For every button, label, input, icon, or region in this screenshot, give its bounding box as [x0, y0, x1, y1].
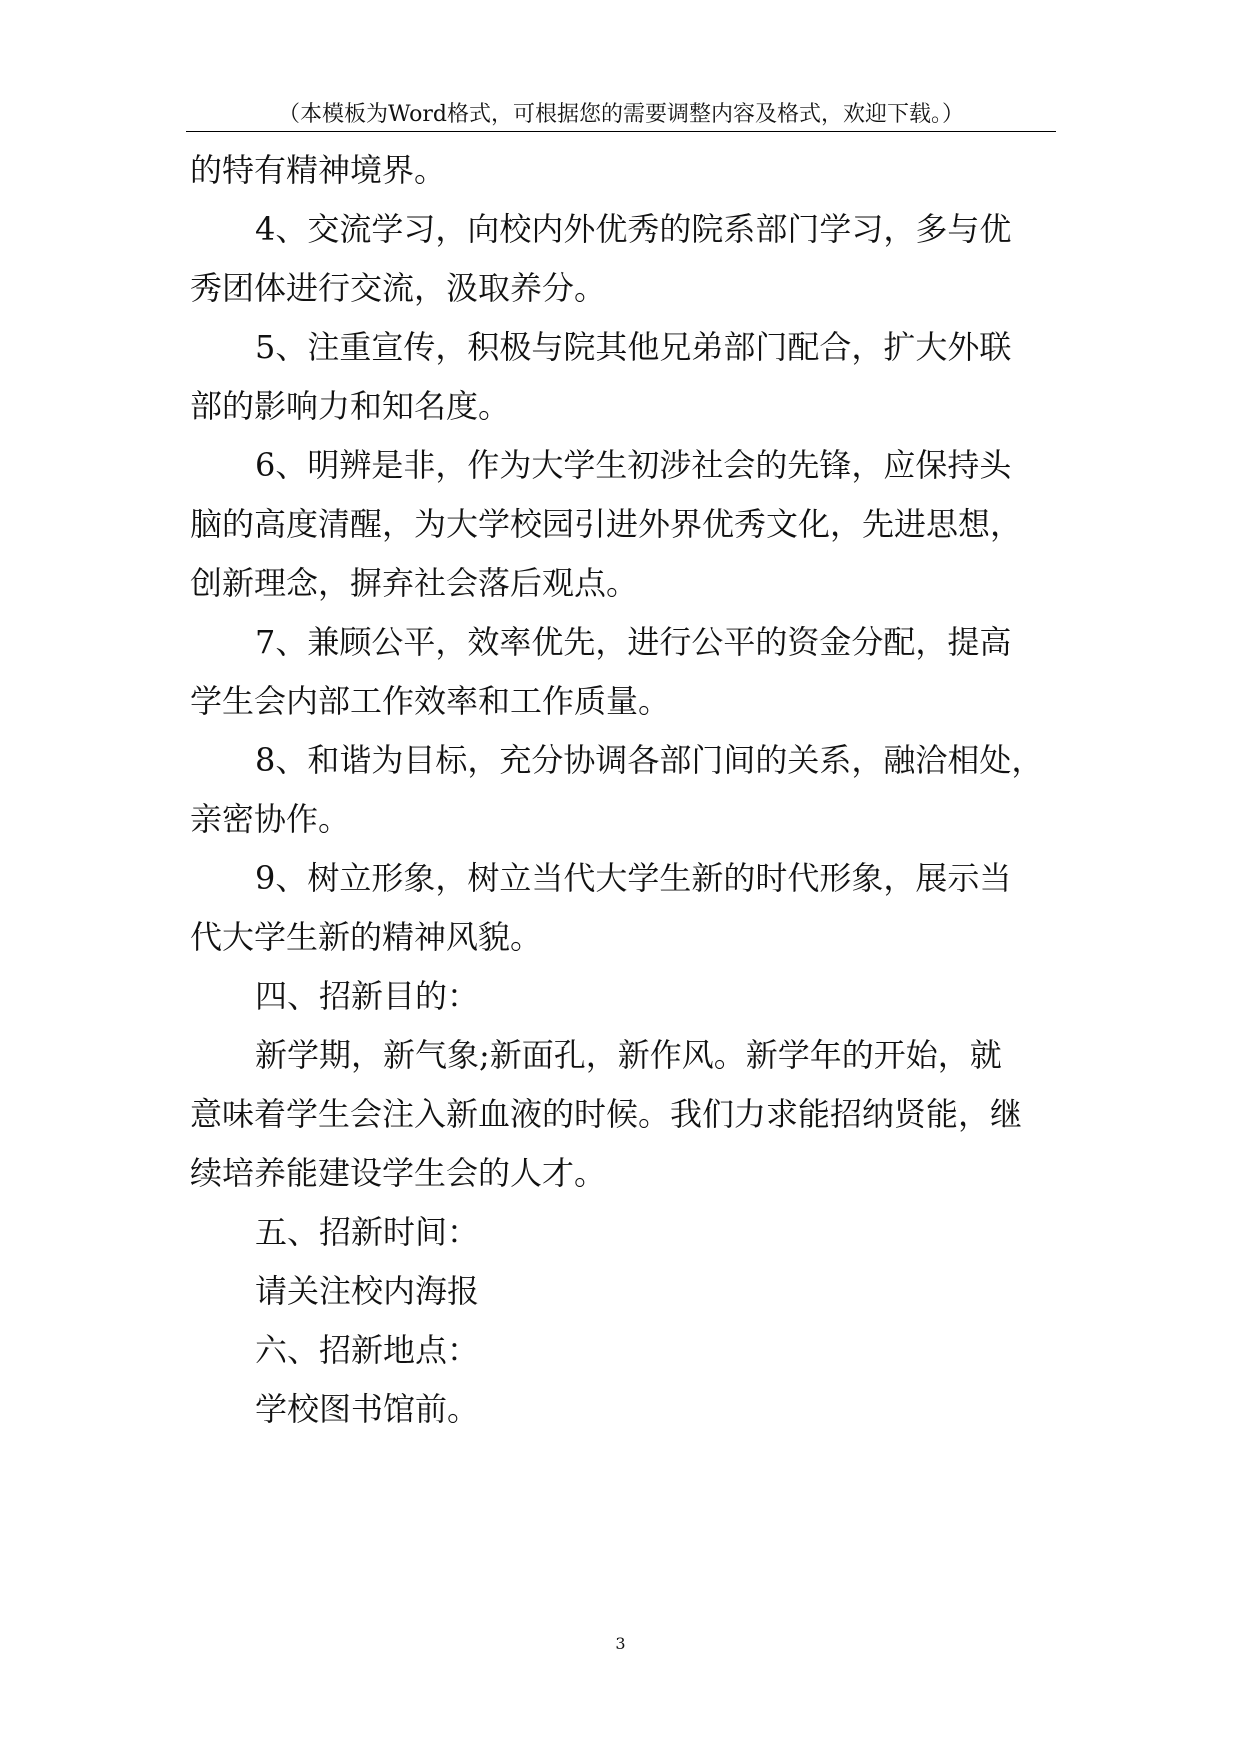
text-line: 脑的高度清醒，为大学校园引进外界优秀文化，先进思想， [190, 505, 1023, 543]
text-line: 4、交流学习，向校内外优秀的院系部门学习，多与优 [255, 210, 1012, 248]
text-line: 部的影响力和知名度。 [190, 387, 511, 425]
text-line: 学校图书馆前。 [255, 1390, 480, 1428]
text-line: 的特有精神境界。 [190, 151, 447, 189]
page-number: 3 [615, 1634, 626, 1653]
page-header: （本模板为Word格式，可根据您的需要调整内容及格式，欢迎下载。） [278, 102, 964, 127]
text-line: 新学期，新气象;新面孔，新作风。新学年的开始，就 [255, 1036, 1002, 1074]
text-line: 8、和谐为目标，充分协调各部门间的关系，融洽相处， [255, 741, 1044, 779]
text-line: 请关注校内海报 [255, 1272, 480, 1310]
text-line: 5、注重宣传，积极与院其他兄弟部门配合，扩大外联 [255, 328, 1012, 366]
text-line: 创新理念，摒弃社会落后观点。 [190, 564, 639, 602]
header-rule [186, 131, 1056, 132]
text-line: 代大学生新的精神风貌。 [190, 918, 543, 956]
text-line: 续培养能建设学生会的人才。 [190, 1154, 607, 1192]
section-heading: 五、招新时间： [255, 1213, 480, 1251]
text-line: 秀团体进行交流，汲取养分。 [190, 269, 607, 307]
section-heading: 六、招新地点： [255, 1331, 480, 1369]
text-line: 7、兼顾公平，效率优先，进行公平的资金分配，提高 [255, 623, 1012, 661]
text-line: 6、明辨是非，作为大学生初涉社会的先锋，应保持头 [255, 446, 1012, 484]
text-line: 亲密协作。 [190, 800, 351, 838]
section-heading: 四、招新目的： [255, 977, 480, 1015]
text-line: 学生会内部工作效率和工作质量。 [190, 682, 671, 720]
text-line: 9、树立形象，树立当代大学生新的时代形象，展示当 [255, 859, 1012, 897]
text-line: 意味着学生会注入新血液的时候。我们力求能招纳贤能，继 [190, 1095, 1023, 1133]
